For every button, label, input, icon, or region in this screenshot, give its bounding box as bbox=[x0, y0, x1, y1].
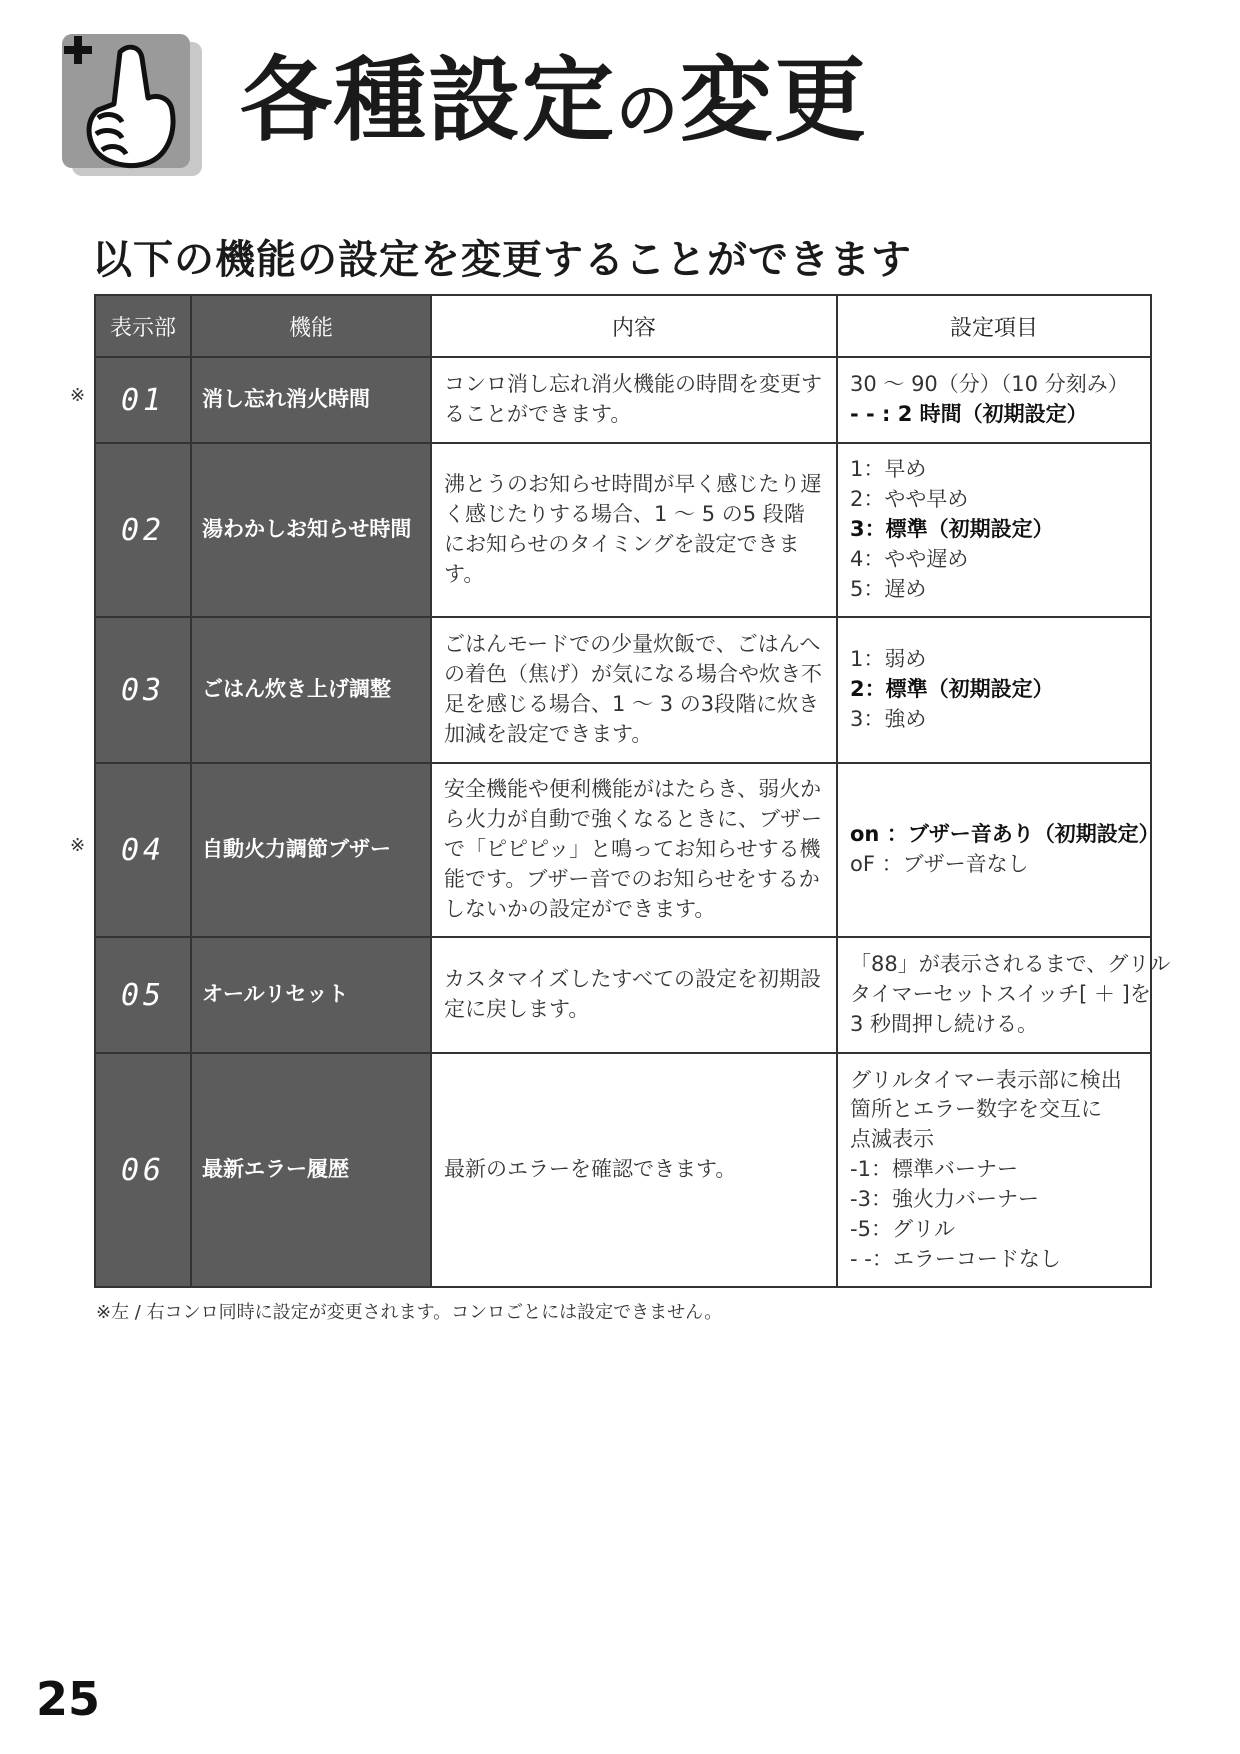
table-row bbox=[95, 763, 1151, 937]
row-note-mark: ※ bbox=[70, 835, 86, 856]
function-description: カスタマイズしたすべての設定を初期設定に戻します。 bbox=[431, 937, 837, 1053]
setting-option: 3：標準（初期設定） bbox=[850, 517, 1054, 542]
setting-option: 「88」が表示されるまで、グリル bbox=[850, 952, 1171, 977]
setting-option: タイマーセットスイッチ[ ＋ ]を bbox=[850, 982, 1151, 1007]
table-row bbox=[95, 443, 1151, 617]
function-name: 自動火力調節ブザー bbox=[191, 763, 431, 937]
section-subtitle: 以下の機能の設定を変更することができます bbox=[92, 237, 912, 283]
setting-option: oF ：ブザー音なし bbox=[850, 852, 1029, 876]
table-row bbox=[95, 357, 1151, 443]
setting-options bbox=[837, 763, 1160, 937]
function-description: 安全機能や便利機能がはたらき、弱火から火力が自動で強くなるときに、ブザーで「ピピピッ」と鳴ってお知らせする機能です。ブザー音でのお知らせをするかしないかの設定ができます。 bbox=[431, 763, 837, 937]
page-number: 25 bbox=[36, 1672, 101, 1726]
function-name: 最新エラー履歴 bbox=[191, 1053, 431, 1287]
setting-option: - - : 2 時間（初期設定） bbox=[850, 402, 1088, 426]
header-settings: 設定項目 bbox=[837, 295, 1151, 357]
function-name: 湯わかしお知らせ時間 bbox=[191, 443, 431, 617]
table-row bbox=[95, 937, 1151, 1053]
setting-option: 点滅表示 bbox=[850, 1127, 934, 1152]
page-title: 各種設定の変更 bbox=[240, 46, 869, 154]
setting-option: 5：遅め bbox=[850, 576, 927, 601]
row-note-mark: ※ bbox=[70, 385, 86, 406]
setting-options bbox=[837, 443, 1151, 617]
setting-option: 3：強め bbox=[850, 706, 927, 731]
setting-option: 箇所とエラー数字を交互に bbox=[850, 1097, 1102, 1122]
display-code: 01 bbox=[95, 357, 191, 443]
setting-option: on ：ブザー音あり（初期設定） bbox=[850, 822, 1160, 847]
header-function: 機能 bbox=[191, 295, 431, 357]
header-content: 内容 bbox=[431, 295, 837, 357]
setting-option: 3 秒間押し続ける。 bbox=[850, 1011, 1039, 1036]
display-code: 04 bbox=[95, 763, 191, 937]
table-row bbox=[95, 1053, 1151, 1287]
display-code: 06 bbox=[95, 1053, 191, 1287]
display-code: 03 bbox=[95, 617, 191, 763]
setting-options bbox=[837, 617, 1151, 763]
table-header-row bbox=[95, 295, 1151, 357]
setting-options bbox=[837, 357, 1151, 443]
setting-option: 4：やや遅め bbox=[850, 546, 969, 571]
footnote: ※左 / 右コンロ同時に設定が変更されます。コンロごとには設定できません。 bbox=[96, 1302, 723, 1323]
setting-option: - -：エラーコードなし bbox=[850, 1246, 1061, 1271]
function-name: ごはん炊き上げ調整 bbox=[191, 617, 431, 763]
display-code: 05 bbox=[95, 937, 191, 1053]
setting-option: 1：弱め bbox=[850, 647, 927, 672]
setting-option: 2：やや早め bbox=[850, 487, 969, 512]
setting-option: -5：グリル bbox=[850, 1216, 955, 1241]
function-description: 沸とうのお知らせ時間が早く感じたり遅く感じたりする場合、1 ～ 5 の5 段階にお知らせのタイミングを設定できます。 bbox=[431, 443, 837, 617]
table-row bbox=[95, 617, 1151, 763]
setting-option: -3：強火力バーナー bbox=[850, 1186, 1039, 1211]
setting-option: 1：早め bbox=[850, 457, 927, 482]
function-description: コンロ消し忘れ消火機能の時間を変更することができます。 bbox=[431, 357, 837, 443]
setting-option: 2：標準（初期設定） bbox=[850, 677, 1054, 702]
function-description: ごはんモードでの少量炊飯で、ごはんへの着色（焦げ）が気になる場合や炊き不足を感じる場合、1 ～ 3 の3段階に炊き加減を設定できます。 bbox=[431, 617, 837, 763]
setting-option: グリルタイマー表示部に検出 bbox=[850, 1067, 1122, 1092]
setting-options bbox=[837, 937, 1171, 1053]
function-description: 最新のエラーを確認できます。 bbox=[431, 1053, 837, 1287]
header-display: 表示部 bbox=[95, 295, 191, 357]
settings-table bbox=[94, 294, 1171, 1288]
setting-option: -1：標準バーナー bbox=[850, 1157, 1018, 1182]
pointing-hand-plus-icon bbox=[58, 32, 206, 180]
function-name: オールリセット bbox=[191, 937, 431, 1053]
setting-option: 30 ～ 90（分）（10 分刻み） bbox=[850, 372, 1129, 397]
setting-options bbox=[837, 1053, 1151, 1287]
function-name: 消し忘れ消火時間 bbox=[191, 357, 431, 443]
display-code: 02 bbox=[95, 443, 191, 617]
